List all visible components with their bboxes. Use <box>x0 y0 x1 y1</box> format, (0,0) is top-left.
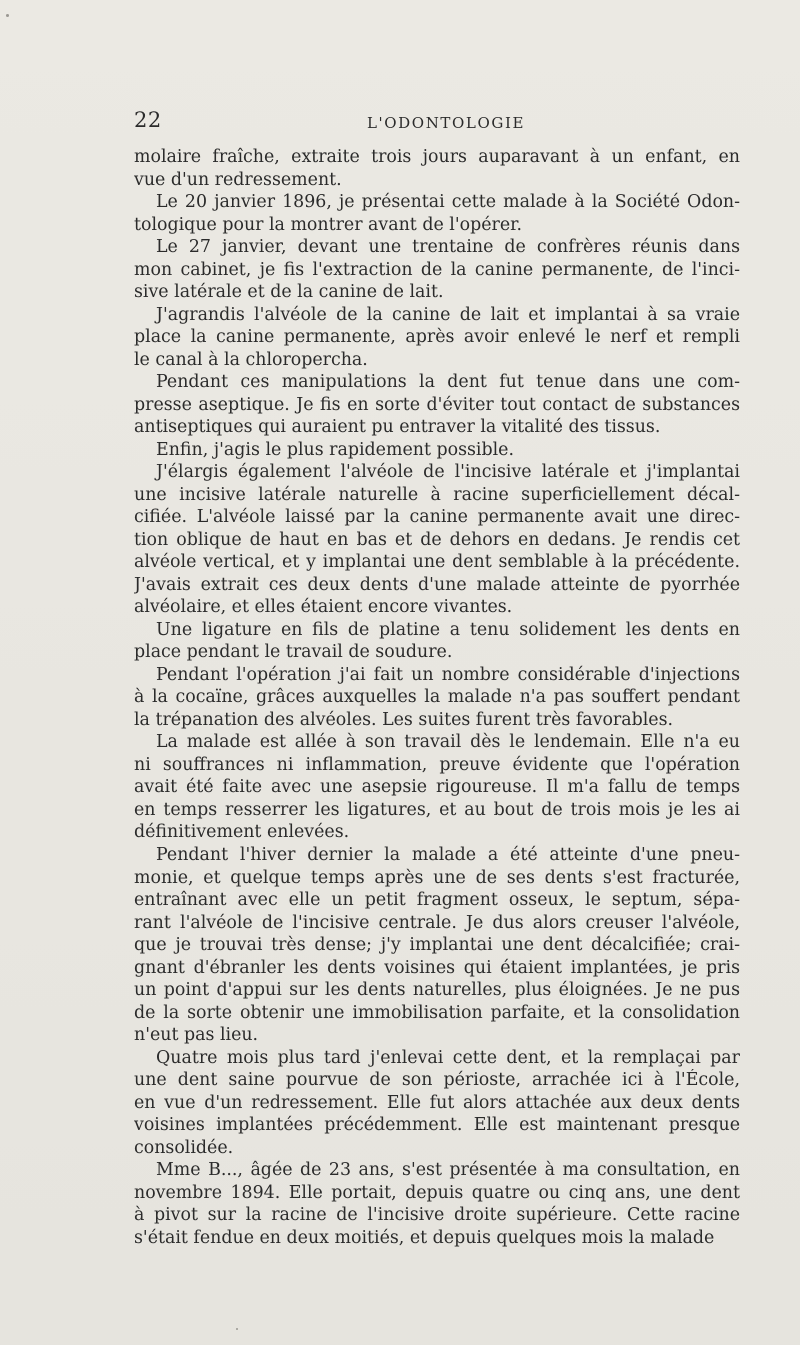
text-line: en vue d'un redressement. Elle fut alors attachée aux deux dents <box>134 1092 740 1113</box>
running-head: L'ODONTOLOGIE <box>367 114 526 132</box>
text-line: Pendant l'opération j'ai fait un nombre considérable d'injections <box>156 664 740 685</box>
text-line: J'agrandis l'alvéole de la canine de lait et implantai à sa vraie <box>156 304 740 325</box>
text-line: Pendant l'hiver dernier la malade a été atteinte d'une pneu- <box>156 844 740 865</box>
text-line: Le 27 janvier, devant une trentaine de confrères réunis dans <box>156 237 740 258</box>
paragraph <box>134 371 740 439</box>
text-line: Enfin, j'agis le plus rapidement possible. <box>156 439 514 460</box>
text-line: gnant d'ébranler les dents voisines qui étaient implantées, je pris <box>134 957 740 978</box>
paper-speck <box>6 14 9 17</box>
text-line: le canal à la chloropercha. <box>134 349 368 370</box>
text-line: avait été faite avec une asepsie rigoureuse. Il m'a fallu de temps <box>134 777 740 798</box>
text-line: un point d'appui sur les dents naturelles, plus éloignées. Je ne pus <box>134 980 740 1001</box>
paragraph <box>134 439 740 462</box>
paragraph <box>134 731 740 844</box>
paper-speck <box>236 1328 238 1330</box>
paragraph <box>134 146 740 191</box>
text-line: mon cabinet, je fis l'extraction de la canine permanente, de l'inci- <box>134 259 740 280</box>
text-line: monie, et quelque temps après une de ses dents s'est fracturée, <box>134 867 740 888</box>
text-line: définitivement enlevées. <box>134 822 350 843</box>
text-line: place pendant le travail de soudure. <box>134 642 453 663</box>
text-line: consolidée. <box>134 1137 234 1158</box>
text-line: J'avais extrait ces deux dents d'une malade atteinte de pyorrhée <box>134 574 740 595</box>
text-line: entraînant avec elle un petit fragment osseux, le septum, sépa- <box>134 890 740 911</box>
text-line: la trépanation des alvéoles. Les suites furent très favorables. <box>134 709 674 730</box>
text-line: novembre 1894. Elle portait, depuis quatre ou cinq ans, une dent <box>134 1182 740 1203</box>
paragraph <box>134 1047 740 1160</box>
text-line: cifiée. L'alvéole laissé par la canine permanente avait une direc- <box>134 507 740 528</box>
text-line: antiseptiques qui auraient pu entraver la vitalité des tissus. <box>134 417 661 438</box>
text-line: en temps resserrer les ligatures, et au bout de trois mois je les ai <box>134 799 740 820</box>
text-line: Une ligature en fils de platine a tenu solidement les dents en <box>156 619 740 640</box>
text-line: une dent saine pourvue de son périoste, arrachée ici à l'École, <box>134 1070 740 1091</box>
text-line: ni souffrances ni inflammation, preuve évidente que l'opération <box>134 754 740 775</box>
page-number: 22 <box>134 108 162 132</box>
text-line: s'était fendue en deux moitiés, et depuis quelques mois la malade <box>134 1227 715 1248</box>
text-line: J'élargis également l'alvéole de l'incisive latérale et j'implantai <box>156 462 740 483</box>
text-line: n'eut pas lieu. <box>134 1025 259 1046</box>
paragraph <box>134 619 740 664</box>
paragraph <box>134 664 740 732</box>
text-line: Mme B..., âgée de 23 ans, s'est présentée à ma consultation, en <box>156 1160 740 1181</box>
text-line: de la sorte obtenir une immobilisation parfaite, et la consolidation <box>134 1002 740 1023</box>
text-line: vue d'un redressement. <box>134 169 342 190</box>
body-text <box>134 146 740 1249</box>
paragraph <box>134 236 740 304</box>
text-line: sive latérale et de la canine de lait. <box>134 282 444 303</box>
text-line: alvéolaire, et elles étaient encore vivantes. <box>134 597 513 618</box>
text-line: molaire fraîche, extraite trois jours auparavant à un enfant, en <box>134 147 740 167</box>
text-line: La malade est allée à son travail dès le lendemain. Elle n'a eu <box>156 732 740 753</box>
text-line: à la cocaïne, grâces auxquelles la malade n'a pas souffert pendant <box>134 687 740 708</box>
text-line: tion oblique de haut en bas et de dehors en dedans. Je rendis cet <box>134 529 740 550</box>
page-header <box>134 108 740 138</box>
paragraph <box>134 461 740 619</box>
paragraph <box>134 304 740 372</box>
text-line: que je trouvai très dense; j'y implantai une dent décalcifiée; crai- <box>134 935 740 956</box>
text-line: tologique pour la montrer avant de l'opérer. <box>134 214 523 235</box>
text-line: rant l'alvéole de l'incisive centrale. Je dus alors creuser l'alvéole, <box>134 912 740 933</box>
text-line: à pivot sur la racine de l'incisive droite supérieure. Cette racine <box>134 1205 740 1226</box>
text-line: voisines implantées précédemment. Elle est maintenant presque <box>134 1115 740 1136</box>
paragraph <box>134 191 740 236</box>
text-line: presse aseptique. Je fis en sorte d'éviter tout contact de substances <box>134 394 740 415</box>
text-line: Le 20 janvier 1896, je présentai cette malade à la Société Odon- <box>156 192 740 213</box>
paragraph <box>134 1159 740 1249</box>
text-line: Quatre mois plus tard j'enlevai cette dent, et la remplaçai par <box>156 1047 740 1068</box>
text-line: alvéole vertical, et y implantai une dent semblable à la précédente. <box>134 552 740 573</box>
text-line: place la canine permanente, après avoir enlevé le nerf et rempli <box>134 327 740 348</box>
text-line: Pendant ces manipulations la dent fut tenue dans une com- <box>156 372 740 393</box>
paragraph <box>134 844 740 1047</box>
text-line: une incisive latérale naturelle à racine superficiellement décal- <box>134 484 740 505</box>
